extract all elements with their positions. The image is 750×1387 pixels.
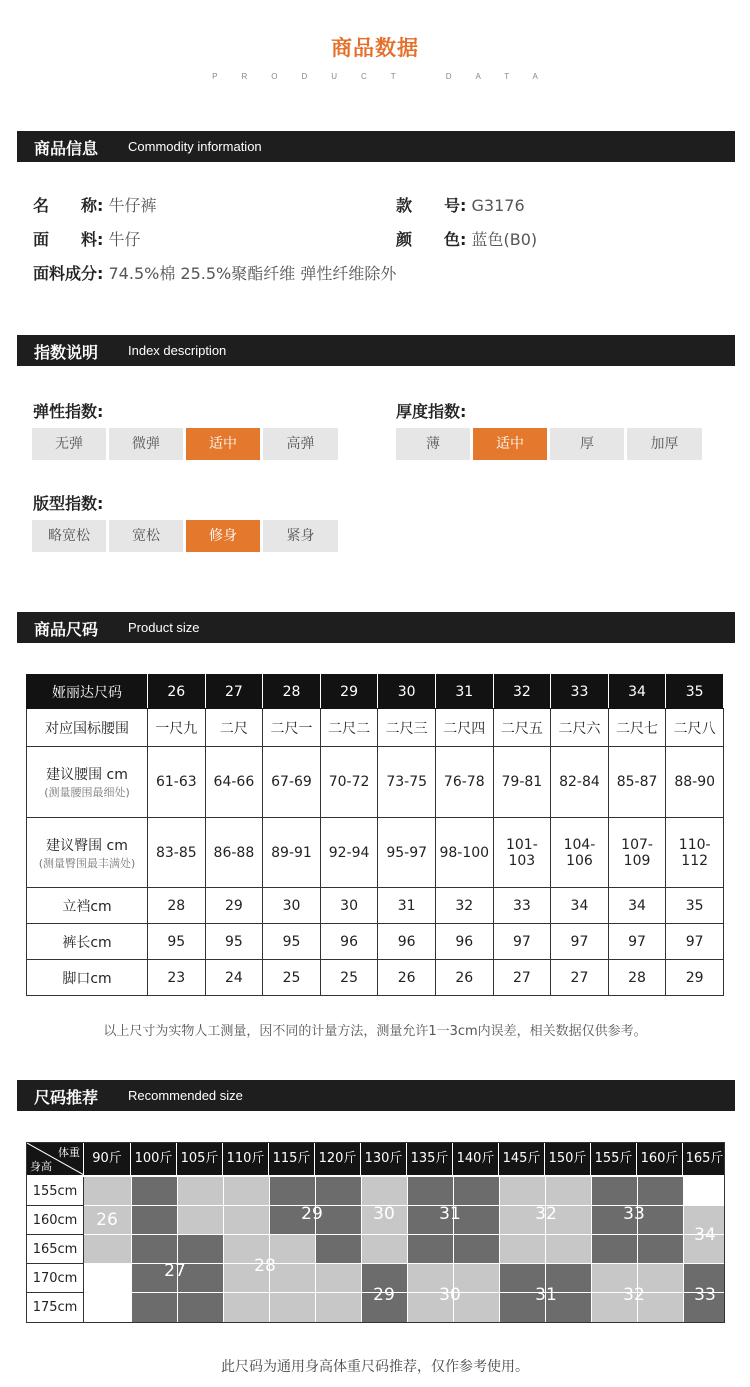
height-label: 175cm	[27, 1293, 84, 1322]
weight-header: 115斤	[269, 1143, 315, 1175]
size-label: 29	[373, 1285, 395, 1305]
size-label: 33	[623, 1204, 645, 1224]
info-color-value: 蓝色(B0)	[471, 230, 538, 249]
table-cell: 107-109	[608, 818, 666, 888]
table-cell: 25	[263, 960, 321, 996]
size-label: 30	[373, 1204, 395, 1224]
info-fabric	[33, 227, 141, 250]
table-cell: 二尺三	[378, 709, 436, 747]
size-table	[26, 674, 724, 996]
table-cell: 95-97	[378, 818, 436, 888]
table-row	[27, 747, 724, 818]
corner-weight-label: 体重	[58, 1146, 80, 1159]
size-label: 27	[164, 1261, 186, 1281]
section-title-en: Product size	[128, 620, 200, 635]
table-cell: 97	[666, 924, 724, 960]
table-cell: 30	[263, 888, 321, 924]
header-cell: 26	[148, 675, 206, 709]
grid-corner	[27, 1143, 84, 1175]
table-cell: 二尺五	[493, 709, 551, 747]
table-cell: 27	[551, 960, 609, 996]
header-cell: 娅丽达尺码	[27, 675, 148, 709]
weight-header: 165斤	[683, 1143, 725, 1175]
height-label: 170cm	[27, 1264, 84, 1293]
table-row	[27, 888, 724, 924]
weight-header: 145斤	[499, 1143, 545, 1175]
table-cell: 一尺九	[148, 709, 206, 747]
header-cell: 31	[435, 675, 493, 709]
grid-line	[499, 1177, 500, 1323]
info-color-key: 颜 色:	[396, 230, 467, 249]
thickness-option: 厚	[550, 428, 624, 460]
grid-line	[591, 1177, 592, 1323]
section-bar-index	[17, 335, 735, 366]
row-sublabel: (测量腰围最细处)	[44, 786, 130, 799]
table-cell: 97	[608, 924, 666, 960]
height-label: 165cm	[27, 1235, 84, 1264]
fit-label: 版型指数:	[33, 494, 104, 513]
table-cell: 85-87	[608, 747, 666, 818]
weight-header: 135斤	[407, 1143, 453, 1175]
info-name	[33, 193, 157, 216]
header-cell: 29	[320, 675, 378, 709]
header-cell: 28	[263, 675, 321, 709]
table-cell: 27	[493, 960, 551, 996]
size-label: 32	[623, 1285, 645, 1305]
weight-header: 120斤	[315, 1143, 361, 1175]
size-label: 31	[439, 1204, 461, 1224]
weight-header: 140斤	[453, 1143, 499, 1175]
size-label: 32	[535, 1204, 557, 1224]
table-cell: 98-100	[435, 818, 493, 888]
table-cell: 67-69	[263, 747, 321, 818]
table-cell: 二尺四	[435, 709, 493, 747]
table-cell: 二尺八	[666, 709, 724, 747]
thickness-option: 加厚	[627, 428, 702, 460]
thickness-label: 厚度指数:	[396, 402, 467, 421]
weight-header: 130斤	[361, 1143, 407, 1175]
info-style-key: 款 号:	[396, 196, 467, 215]
row-label: 脚口cm	[27, 960, 148, 996]
section-bar-commodity	[17, 131, 735, 162]
info-composition	[33, 261, 396, 284]
fit-option: 修身	[186, 520, 260, 552]
table-row	[27, 818, 724, 888]
size-table-note: 以上尺寸为实物人工测量，因不同的计量方法，测量允许1一3cm内误差，相关数据仅供参考。	[103, 1024, 647, 1039]
info-composition-key: 面料成分:	[33, 264, 104, 283]
table-cell: 96	[435, 924, 493, 960]
elasticity-option: 适中	[186, 428, 260, 460]
row-label-cell	[27, 818, 148, 888]
height-label: 155cm	[27, 1177, 84, 1206]
row-label: 建议腰围 cm	[46, 767, 128, 783]
recommend-note: 此尺码为通用身高体重尺码推荐，仅作参考使用。	[221, 1359, 529, 1375]
grid-line	[177, 1177, 178, 1323]
table-cell: 92-94	[320, 818, 378, 888]
weight-header: 160斤	[637, 1143, 683, 1175]
elasticity-option: 高弹	[263, 428, 338, 460]
size-region-29	[315, 1235, 361, 1264]
table-cell: 96	[320, 924, 378, 960]
row-label: 对应国标腰围	[27, 709, 148, 747]
fit-option: 宽松	[109, 520, 183, 552]
table-cell: 34	[551, 888, 609, 924]
table-cell: 24	[205, 960, 263, 996]
table-cell: 23	[148, 960, 206, 996]
table-cell: 83-85	[148, 818, 206, 888]
table-cell: 二尺	[205, 709, 263, 747]
table-cell: 97	[551, 924, 609, 960]
table-cell: 88-90	[666, 747, 724, 818]
grid-line	[84, 1234, 725, 1235]
row-label-cell	[27, 747, 148, 818]
table-cell: 82-84	[551, 747, 609, 818]
grid-line	[315, 1177, 316, 1323]
size-label: 30	[439, 1285, 461, 1305]
table-cell: 64-66	[205, 747, 263, 818]
row-sublabel: (测量臀围最丰满处)	[38, 856, 136, 870]
table-cell: 34	[608, 888, 666, 924]
table-cell: 110-112	[666, 818, 724, 888]
size-label: 28	[254, 1256, 276, 1276]
info-style-value: G3176	[471, 196, 525, 215]
size-recommend-grid	[26, 1142, 725, 1323]
table-cell: 97	[493, 924, 551, 960]
weight-header: 100斤	[131, 1143, 177, 1175]
table-cell: 89-91	[263, 818, 321, 888]
fit-option: 紧身	[263, 520, 338, 552]
elasticity-label: 弹性指数:	[33, 402, 104, 421]
header-cell: 34	[608, 675, 666, 709]
info-fabric-key: 面 料:	[33, 230, 104, 249]
weight-header: 90斤	[84, 1143, 131, 1175]
table-cell: 28	[148, 888, 206, 924]
table-row	[27, 924, 724, 960]
info-name-key: 名 称:	[33, 196, 104, 215]
table-cell: 79-81	[493, 747, 551, 818]
table-row	[27, 709, 724, 747]
info-name-value: 牛仔裤	[108, 196, 157, 215]
section-title-cn: 指数说明	[34, 343, 99, 362]
table-row	[27, 960, 724, 996]
table-cell: 95	[148, 924, 206, 960]
size-region-27	[131, 1177, 177, 1323]
thickness-option: 适中	[473, 428, 547, 460]
page-subtitle: PRODUCT DATA	[212, 72, 562, 81]
fit-option: 略宽松	[32, 520, 106, 552]
size-label: 31	[535, 1285, 557, 1305]
info-color	[396, 227, 537, 250]
table-cell: 96	[378, 924, 436, 960]
table-cell: 35	[666, 888, 724, 924]
info-composition-value: 74.5%棉 25.5%聚酯纤维 弹性纤维除外	[108, 264, 397, 283]
table-cell: 101-103	[493, 818, 551, 888]
section-bar-recommend	[17, 1080, 735, 1111]
weight-header: 110斤	[223, 1143, 269, 1175]
weight-header: 150斤	[545, 1143, 591, 1175]
header-cell: 30	[378, 675, 436, 709]
table-cell: 28	[608, 960, 666, 996]
table-cell: 25	[320, 960, 378, 996]
table-cell: 61-63	[148, 747, 206, 818]
table-cell: 二尺二	[320, 709, 378, 747]
row-label: 立裆cm	[27, 888, 148, 924]
table-cell: 95	[263, 924, 321, 960]
table-cell: 70-72	[320, 747, 378, 818]
section-title-en: Recommended size	[128, 1088, 243, 1103]
table-cell: 30	[320, 888, 378, 924]
table-cell: 86-88	[205, 818, 263, 888]
elasticity-option: 微弹	[109, 428, 183, 460]
page-title: 商品数据	[331, 36, 419, 60]
table-cell: 33	[493, 888, 551, 924]
table-cell: 29	[205, 888, 263, 924]
thickness-option: 薄	[396, 428, 470, 460]
size-label: 33	[694, 1285, 716, 1305]
table-cell: 29	[666, 960, 724, 996]
grid-line	[269, 1177, 270, 1323]
row-label: 裤长cm	[27, 924, 148, 960]
table-cell: 二尺一	[263, 709, 321, 747]
table-cell: 32	[435, 888, 493, 924]
row-label: 建议臀围 cm	[46, 837, 128, 854]
weight-header: 155斤	[591, 1143, 637, 1175]
header-cell: 32	[493, 675, 551, 709]
section-title-cn: 商品尺码	[34, 620, 99, 639]
header-cell: 27	[205, 675, 263, 709]
table-cell: 76-78	[435, 747, 493, 818]
size-label: 29	[301, 1204, 323, 1224]
size-table-header	[27, 675, 724, 709]
size-label: 26	[96, 1210, 118, 1230]
table-cell: 二尺六	[551, 709, 609, 747]
size-label: 34	[694, 1225, 716, 1245]
header-cell: 35	[666, 675, 724, 709]
header-cell: 33	[551, 675, 609, 709]
section-bar-size	[17, 612, 735, 643]
height-label: 160cm	[27, 1206, 84, 1235]
weight-header: 105斤	[177, 1143, 223, 1175]
table-cell: 二尺七	[608, 709, 666, 747]
section-title-cn: 商品信息	[34, 139, 99, 158]
table-cell: 104-106	[551, 818, 609, 888]
info-style	[396, 193, 525, 216]
grid-line	[223, 1177, 224, 1323]
grid-line	[131, 1177, 132, 1323]
elasticity-option: 无弹	[32, 428, 106, 460]
info-fabric-value: 牛仔	[108, 230, 141, 249]
section-title-en: Index description	[128, 343, 227, 358]
table-cell: 31	[378, 888, 436, 924]
section-title-cn: 尺码推荐	[34, 1088, 99, 1107]
table-cell: 95	[205, 924, 263, 960]
table-cell: 73-75	[378, 747, 436, 818]
table-cell: 26	[435, 960, 493, 996]
corner-height-label: 身高	[30, 1160, 52, 1173]
table-cell: 26	[378, 960, 436, 996]
section-title-en: Commodity information	[128, 139, 262, 154]
